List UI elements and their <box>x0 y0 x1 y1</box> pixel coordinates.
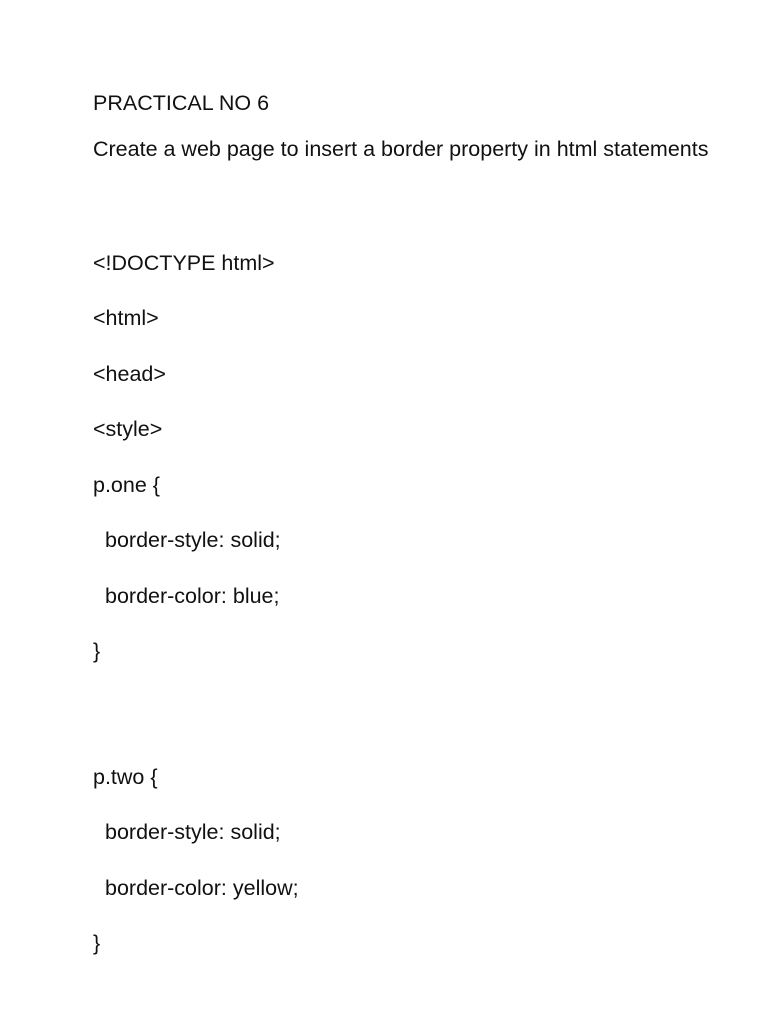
code-block <box>93 246 713 961</box>
code-line-p-two-close: } <box>93 931 101 955</box>
code-line-head: <head> <box>93 361 166 386</box>
code-line-style: <style> <box>93 417 163 441</box>
code-line-border-color-yellow: border-color: yellow; <box>105 875 299 900</box>
spacer <box>93 680 713 738</box>
code-line-p-two-open: p.two { <box>93 764 158 789</box>
spacer <box>93 178 713 224</box>
code-line-p-one-close: } <box>93 639 101 663</box>
task-description: Create a web page to insert a border property in html statements <box>93 137 709 161</box>
code-line-border-style-two: border-style: solid; <box>105 820 281 844</box>
code-line-border-style-one: border-style: solid; <box>105 528 281 552</box>
practical-title: PRACTICAL NO 6 <box>93 91 270 115</box>
code-line-html: <html> <box>93 306 159 330</box>
document-page <box>93 86 713 972</box>
code-line-p-one-open: p.one { <box>93 472 160 497</box>
code-line-doctype: <!DOCTYPE html> <box>93 250 275 275</box>
code-line-border-color-blue: border-color: blue; <box>105 583 280 608</box>
